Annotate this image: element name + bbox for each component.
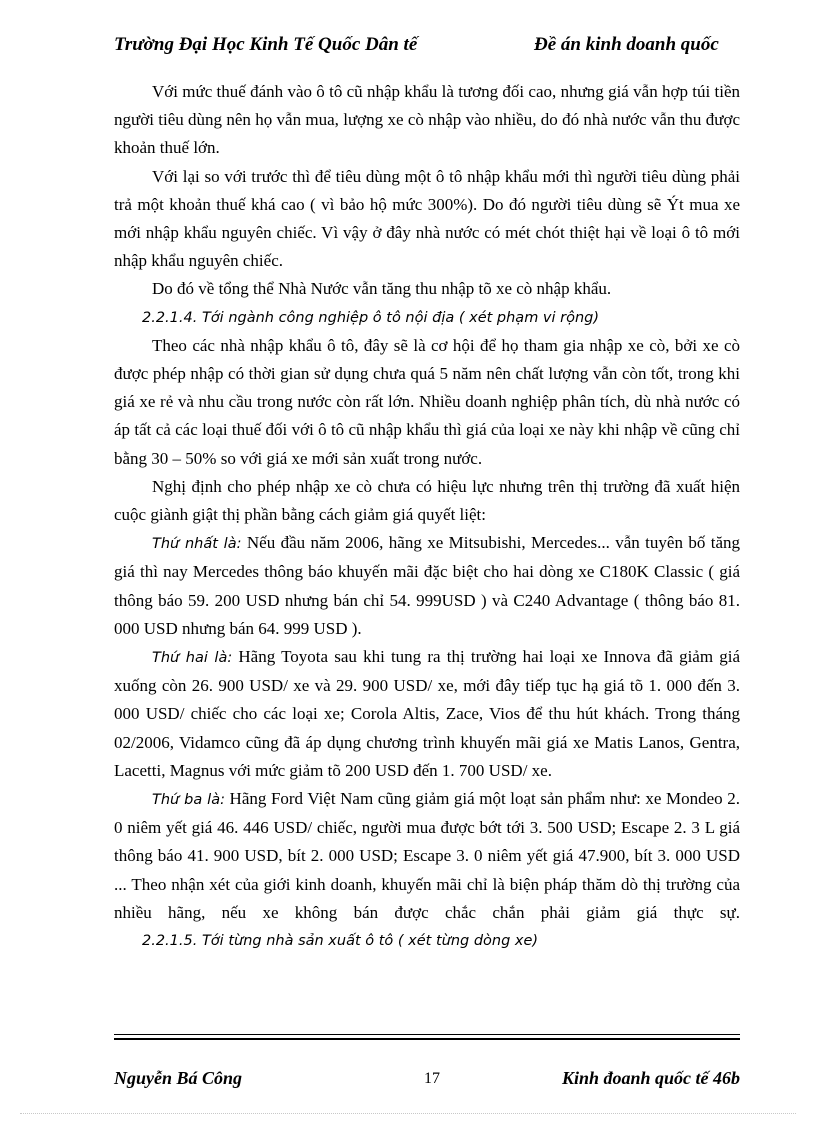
paragraph xyxy=(114,785,740,927)
section-heading: 2.2.1.4. Tới ngành công nghiệp ô tô nội địa ( xét phạm vi rộng) xyxy=(142,309,600,326)
page-number: 17 xyxy=(424,1070,440,1087)
page-footer xyxy=(114,1068,744,1092)
header-university: Trường Đại Học Kinh Tế Quốc Dân tế xyxy=(114,34,418,55)
paragraph: Với mức thuế đánh vào ô tô cũ nhập khẩu là tương đối cao, nhưng giá vẫn hợp túi tiền người tiêu dùng nên họ vẫn mua, lượng xe cò nhập vào nhiều, do đó nhà nước vẫn thu được khoản thuế lớn. xyxy=(114,82,740,158)
footer-divider xyxy=(114,1034,740,1035)
header-doc-title: Đề án kinh doanh quốc xyxy=(534,34,719,55)
paragraph: Do đó về tổng thể Nhà Nước vẫn tăng thu nhập tõ xe cò nhập khẩu. xyxy=(152,279,612,299)
paragraph-lead: Thứ hai là: xyxy=(152,650,233,667)
footer-author: Nguyễn Bá Công xyxy=(114,1068,243,1088)
footer-class: Kinh đoanh quốc tế 46b xyxy=(561,1068,740,1088)
footer-divider-thick xyxy=(114,1038,740,1040)
page-edge-divider xyxy=(20,1113,796,1114)
paragraph-text: Hãng Ford Việt Nam cũng giảm giá một loạt sản phẩm như: xe Mondeo 2. 0 niêm yết giá 46. 446 USD/ chiếc, người mua được bớt tới 3. 500 USD; Escape 2. 3 L giá thông báo 41. 900 USD, bít 2. 000 USD; Escape 3. 0 niêm yết giá 47.900, bít 3. 000 USD ... Theo nhận xét của giới kinh doanh, khuyến mãi chỉ là biện pháp thăm dò thị trường của nhiều hãng, nếu xe không bán được chắc chắn phải giảm giá thực sự. xyxy=(114,789,740,922)
paragraph-lead: Thứ ba là: xyxy=(152,792,225,809)
paragraph: Theo các nhà nhập khẩu ô tô, đây sẽ là cơ hội để họ tham gia nhập xe cò, bởi xe cò được phép nhập có thời gian sử dụng chưa quá 5 năm nên chất lượng vẫn còn tốt, trong khi giá xe rẻ và nhu cầu trong nước còn rất lớn. Nhiều doanh nghiệp phân tích, dù nhà nước có áp tất cả các loại thuế đối với ô tô cũ nhập khẩu thì giá của loại xe này khi nhập về cũng chỉ bằng 30 – 50% so với giá xe mới sản xuất trong nước. xyxy=(114,335,740,468)
paragraph: Nghị định cho phép nhập xe cò chưa có hiệu lực nhưng trên thị trường đã xuất hiện cuộc giành giật thị phần bằng cách giảm giá quyết liệt: xyxy=(114,476,740,525)
paragraph-text: Hãng Toyota sau khi tung ra thị trường hai loại xe Innova đã giảm giá xuống còn 26. 900 USD/ xe và 29. 900 USD/ xe, mới đây tiếp tục hạ giá tõ 1. 000 đến 3. 000 USD/ chiếc cho các loại xe; Corola Altis, Zace, Vios để thu hút khách. Trong tháng 02/2006, Vidamco cũng đã áp dụng chương trình khuyến mãi giá xe Matis Lanos, Gentra, Lacetti, Magnus với mức giảm tõ 200 USD đến 1. 700 USD/ xe. xyxy=(114,647,740,780)
paragraph: Với lại so với trước thì để tiêu dùng một ô tô nhập khẩu mới thì người tiêu dùng phải trả một khoản thuế khá cao ( vì bảo hộ mức 300%). Do đó người tiêu dùng sẽ Ýt mua xe mới nhập khẩu nguyên chiếc. Vì vậy ở đây nhà nước có mét chót thiệt hại về loại ô tô mới nhập khẩu nguyên chiếc. xyxy=(114,166,740,271)
section-heading: 2.2.1.5. Tới từng nhà sản xuất ô tô ( xét từng dòng xe) xyxy=(142,933,539,950)
paragraph-lead: Thứ nhất là: xyxy=(152,536,242,553)
paragraph xyxy=(114,643,740,785)
page-header xyxy=(114,34,744,78)
document-body xyxy=(114,78,740,955)
paragraph-text: Nếu đầu năm 2006, hãng xe Mitsubishi, Mercedes... vẫn tuyên bố tăng giá thì nay Mercedes thông báo khuyến mãi đặc biệt cho hai dòng xe C180K Classic ( giá thông báo 59. 200 USD nhưng bán chỉ 54. 999USD ) và C240 Advantage ( thông báo 81. 000 USD nhưng bán 64. 999 USD ). xyxy=(114,533,740,638)
paragraph xyxy=(114,529,740,643)
